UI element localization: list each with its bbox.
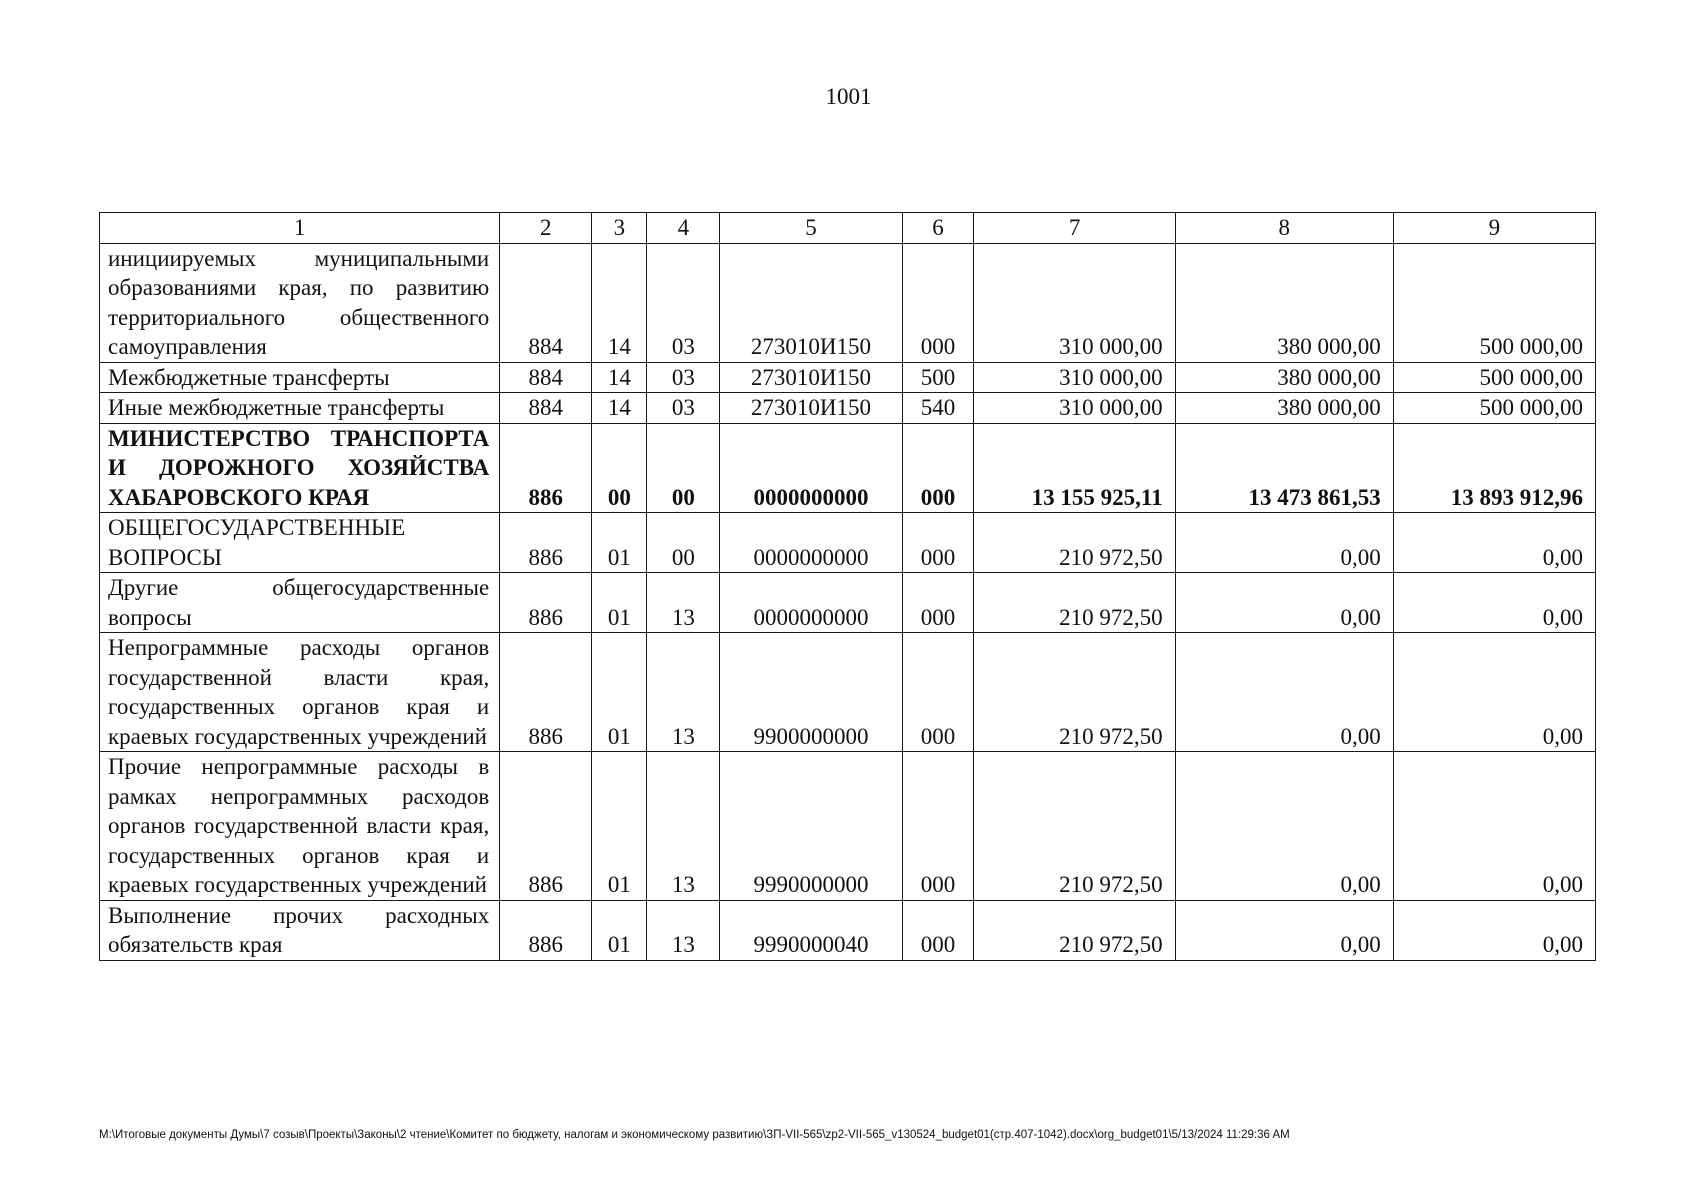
cell-ministry-code: 884	[500, 362, 592, 393]
cell-ministry-code: 886	[500, 900, 592, 960]
cell-expense-type: 000	[902, 243, 974, 362]
cell-amount-col8: 0,00	[1175, 900, 1393, 960]
cell-amount-col8: 0,00	[1175, 513, 1393, 573]
table-row	[100, 243, 1596, 362]
header-cell: 1	[100, 213, 500, 244]
footer-file-path: M:\Итоговые документы Думы\7 созыв\Проекты\Законы\2 чтение\Комитет по бюджету, налогам и экономическому развитию\ЗП-VII-565\zp2-VII-565_v130524_budget01(стр.407-1042).docx\org_budget01\5/13/2024 11:29:36 AM	[99, 1129, 1290, 1141]
cell-subsection: 03	[647, 393, 720, 424]
cell-ministry-code: 886	[500, 423, 592, 513]
row-name: ОБЩЕГОСУДАРСТВЕННЫЕ ВОПРОСЫ	[100, 513, 500, 573]
header-cell: 7	[974, 213, 1175, 244]
table-row-ministry-total	[100, 423, 1596, 513]
cell-section: 01	[592, 900, 647, 960]
cell-expense-type: 000	[902, 513, 974, 573]
cell-target-article: 273010И150	[720, 243, 902, 362]
table-row	[100, 362, 1596, 393]
row-name: Межбюджетные трансферты	[100, 362, 500, 393]
cell-target-article: 9990000000	[720, 752, 902, 901]
cell-ministry-code: 886	[500, 633, 592, 752]
cell-subsection: 00	[647, 423, 720, 513]
row-name: Иные межбюджетные трансферты	[100, 393, 500, 424]
cell-amount-col8: 13 473 861,53	[1175, 423, 1393, 513]
header-cell: 3	[592, 213, 647, 244]
cell-section: 01	[592, 633, 647, 752]
cell-expense-type: 540	[902, 393, 974, 424]
cell-expense-type: 000	[902, 900, 974, 960]
cell-amount-col7: 210 972,50	[974, 752, 1175, 901]
page-number: 1001	[825, 84, 872, 109]
table-row	[100, 393, 1596, 424]
cell-section: 01	[592, 513, 647, 573]
cell-amount-col8: 0,00	[1175, 752, 1393, 901]
cell-target-article: 273010И150	[720, 393, 902, 424]
header-cell: 6	[902, 213, 974, 244]
header-cell: 4	[647, 213, 720, 244]
cell-ministry-code: 886	[500, 752, 592, 901]
cell-expense-type: 500	[902, 362, 974, 393]
cell-amount-col9: 13 893 912,96	[1393, 423, 1595, 513]
cell-expense-type: 000	[902, 573, 974, 633]
cell-amount-col9: 0,00	[1393, 752, 1595, 901]
cell-target-article: 0000000000	[720, 513, 902, 573]
cell-amount-col9: 0,00	[1393, 633, 1595, 752]
cell-section: 00	[592, 423, 647, 513]
table-row	[100, 752, 1596, 901]
cell-amount-col7: 210 972,50	[974, 573, 1175, 633]
cell-subsection: 00	[647, 513, 720, 573]
cell-ministry-code: 886	[500, 573, 592, 633]
row-name: инициируемых муниципальными образованиями края, по развитию территориального общественного самоуправления	[100, 243, 500, 362]
cell-amount-col7: 13 155 925,11	[974, 423, 1175, 513]
row-name: Непрограммные расходы органов государственной власти края, государственных органов края и краевых государственных учреждений	[100, 633, 500, 752]
cell-section: 01	[592, 752, 647, 901]
row-name: Выполнение прочих расходных обязательств края	[100, 900, 500, 960]
cell-amount-col9: 500 000,00	[1393, 393, 1595, 424]
cell-section: 01	[592, 573, 647, 633]
budget-table	[99, 212, 1596, 961]
cell-section: 14	[592, 243, 647, 362]
cell-amount-col8: 0,00	[1175, 633, 1393, 752]
row-name: МИНИСТЕРСТВО ТРАНСПОРТА И ДОРОЖНОГО ХОЗЯЙСТВА ХАБАРОВСКОГО КРАЯ	[100, 423, 500, 513]
cell-expense-type: 000	[902, 423, 974, 513]
cell-ministry-code: 886	[500, 513, 592, 573]
cell-target-article: 0000000000	[720, 573, 902, 633]
cell-amount-col8: 380 000,00	[1175, 362, 1393, 393]
cell-amount-col8: 0,00	[1175, 573, 1393, 633]
cell-amount-col8: 380 000,00	[1175, 393, 1393, 424]
cell-amount-col7: 310 000,00	[974, 362, 1175, 393]
header-cell: 9	[1393, 213, 1595, 244]
cell-target-article: 9990000040	[720, 900, 902, 960]
cell-expense-type: 000	[902, 633, 974, 752]
row-name: Прочие непрограммные расходы в рамках непрограммных расходов органов государственной власти края, государственных органов края и краевых государственных учреждений	[100, 752, 500, 901]
cell-subsection: 13	[647, 752, 720, 901]
cell-amount-col9: 0,00	[1393, 573, 1595, 633]
cell-amount-col8: 380 000,00	[1175, 243, 1393, 362]
table-row	[100, 633, 1596, 752]
cell-subsection: 13	[647, 633, 720, 752]
table-row	[100, 573, 1596, 633]
cell-section: 14	[592, 362, 647, 393]
cell-subsection: 03	[647, 243, 720, 362]
cell-target-article: 273010И150	[720, 362, 902, 393]
cell-section: 14	[592, 393, 647, 424]
cell-target-article: 0000000000	[720, 423, 902, 513]
cell-target-article: 9900000000	[720, 633, 902, 752]
header-cell: 2	[500, 213, 592, 244]
cell-ministry-code: 884	[500, 243, 592, 362]
cell-amount-col9: 0,00	[1393, 900, 1595, 960]
cell-subsection: 13	[647, 573, 720, 633]
table-row	[100, 513, 1596, 573]
cell-amount-col7: 210 972,50	[974, 633, 1175, 752]
row-name: Другие общегосударственные вопросы	[100, 573, 500, 633]
cell-amount-col7: 310 000,00	[974, 393, 1175, 424]
cell-ministry-code: 884	[500, 393, 592, 424]
cell-expense-type: 000	[902, 752, 974, 901]
header-row	[100, 213, 1596, 244]
cell-amount-col9: 500 000,00	[1393, 362, 1595, 393]
cell-amount-col9: 0,00	[1393, 513, 1595, 573]
cell-subsection: 13	[647, 900, 720, 960]
table-row	[100, 900, 1596, 960]
cell-amount-col7: 310 000,00	[974, 243, 1175, 362]
header-cell: 5	[720, 213, 902, 244]
cell-amount-col7: 210 972,50	[974, 900, 1175, 960]
cell-amount-col7: 210 972,50	[974, 513, 1175, 573]
header-cell: 8	[1175, 213, 1393, 244]
cell-subsection: 03	[647, 362, 720, 393]
cell-amount-col9: 500 000,00	[1393, 243, 1595, 362]
